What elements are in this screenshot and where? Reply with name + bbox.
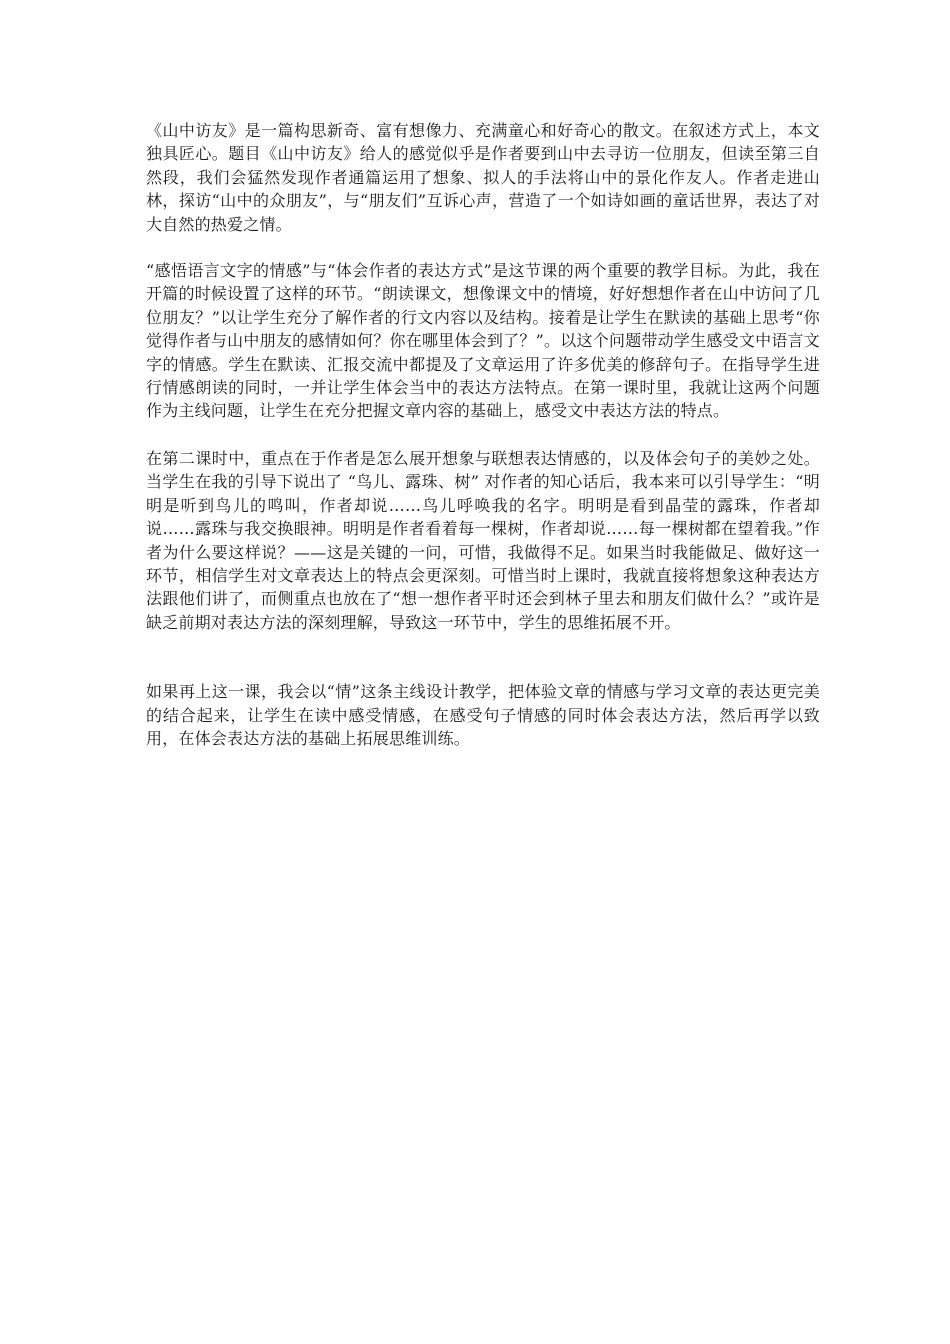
- paragraph-2: “感悟语言文字的情感”与“体会作者的表达方式”是这节课的两个重要的教学目标。为此，我在开篇的时候设置了这样的环节。“朗读课文，想像课文中的情境，好好想想作者在山中访问了几位朋友？”以让学生充分了解作者的行文内容以及结构。接着是让学生在默读的基础上思考“你觉得作者与山中朋友的感情如何？你在哪里体会到了？”。以这个问题带动学生感受文中语言文字的情感。学生在默读、汇报交流中都提及了文章运用了许多优美的修辞句子。在指导学生进行情感朗读的同时，一并让学生体会当中的表达方法特点。在第一课时里，我就让这两个问题作为主线问题，让学生在充分把握文章内容的基础上，感受文中表达方法的特点。: [146, 261, 820, 421]
- paragraph-3: 在第二课时中，重点在于作者是怎么展开想象与联想表达情感的，以及体会句子的美妙之处。当学生在我的引导下说出了 “鸟儿、露珠、树” 对作者的知心话后，我本来可以引导学生：“明明是听到鸟儿的鸣叫，作者却说……鸟儿呼唤我的名字。明明是看到晶莹的露珠，作者却说……露珠与我交换眼神。明明是作者看着每一棵树，作者却说……每一棵树都在望着我。”作者为什么要这样说？——这是关键的一问，可惜，我做得不足。如果当时我能做足、做好这一环节，相信学生对文章表达上的特点会更深刻。可惜当时上课时，我就直接将想象这种表达方法跟他们讲了，而侧重点也放在了“想一想作者平时还会到林子里去和朋友们做什么？”或许是缺乏前期对表达方法的深刻理解，导致这一环节中，学生的思维拓展不开。: [146, 448, 820, 632]
- paragraph-1: 《山中访友》是一篇构思新奇、富有想像力、充满童心和好奇心的散文。在叙述方式上，本文独具匠心。题目《山中访友》给人的感觉似乎是作者要到山中去寻访一位朋友，但读至第三自然段，我们会猛然发现作者通篇运用了想象、拟人的手法将山中的景化作友人。作者走进山林，探访“山中的众朋友”，与“朋友们”互诉心声，营造了一个如诗如画的童话世界，表达了对大自然的热爱之情。: [146, 121, 820, 234]
- paragraph-4: 如果再上这一课，我会以“情”这条主线设计教学，把体验文章的情感与学习文章的表达更完美的结合起来，让学生在读中感受情感，在感受句子情感的同时体会表达方法，然后再学以致用，在体会表达方法的基础上拓展思维训练。: [146, 682, 820, 748]
- document-body: [146, 119, 820, 750]
